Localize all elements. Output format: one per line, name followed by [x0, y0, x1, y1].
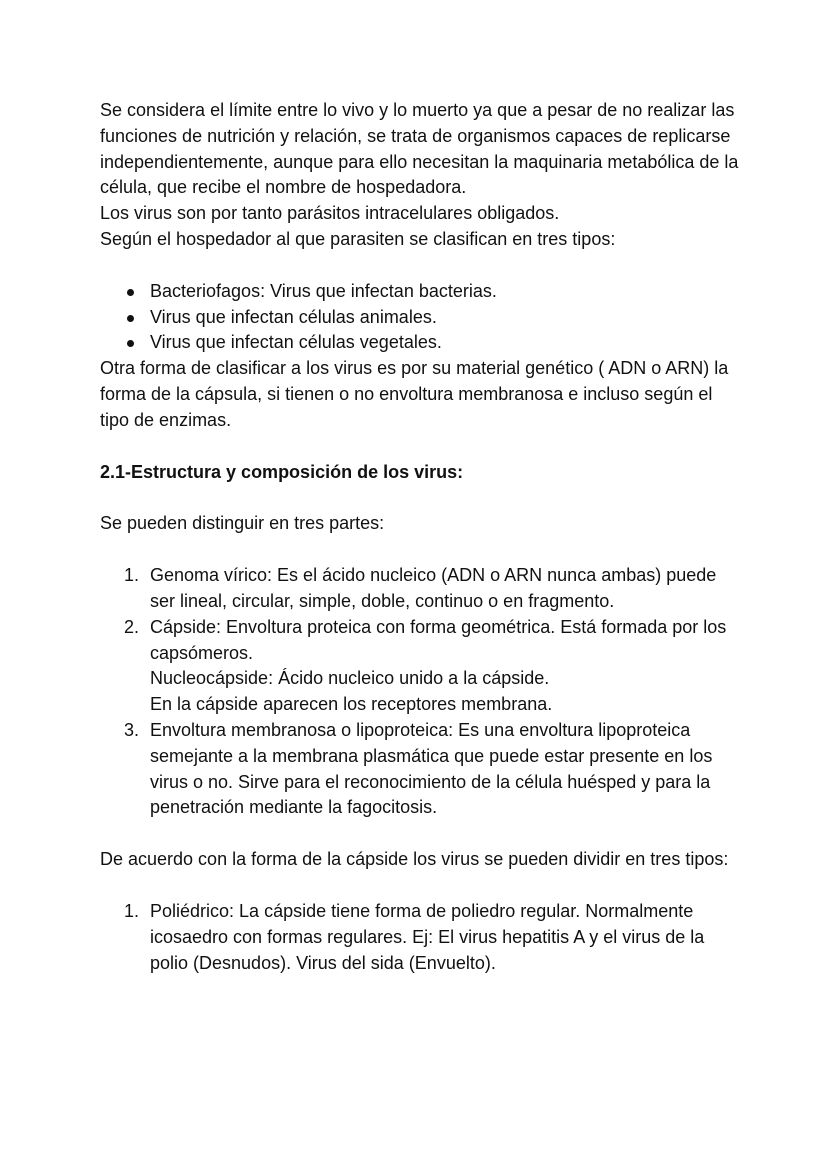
intro-classification-line: Según el hospedador al que parasiten se clasifican en tres tipos: — [100, 228, 616, 249]
list-item-text: Virus que infectan células animales. — [150, 306, 437, 327]
list-number: 3. — [124, 719, 140, 740]
classification-paragraph: Otra forma de clasificar a los virus es por su material genético ( ADN o ARN) la forma de la cápsula, si tienen o no envoltura membranosa e incluso según el tipo de enzimas. — [100, 358, 729, 430]
list-item — [100, 718, 740, 821]
list-item-text: Cápside: Envoltura proteica con forma geométrica. Está formada por los capsómeros. — [150, 616, 727, 663]
document-body — [100, 98, 740, 976]
parts-list — [100, 563, 740, 821]
list-item — [100, 279, 740, 305]
list-item-text: Genoma vírico: Es el ácido nucleico (ADN o ARN nunca ambas) puede ser lineal, circular, simple, doble, continuo o en fragmento. — [150, 565, 717, 611]
shapes-list — [100, 899, 740, 976]
list-item — [100, 899, 740, 976]
list-item — [100, 563, 740, 615]
intro-parasites-line: Los virus son por tanto parásitos intracelulares obligados. — [100, 203, 560, 224]
bullet-icon — [127, 289, 134, 296]
list-item-text: Envoltura membranosa o lipoproteica: Es una envoltura lipoproteica semejante a la membrana plasmática que puede estar presente en los virus o no. Sirve para el reconocimiento de la célula huésped y para la penetración mediante la fagocitosis. — [150, 719, 713, 818]
list-number: 1. — [124, 565, 140, 586]
spacer — [100, 821, 740, 847]
list-number: 2. — [124, 616, 140, 637]
parts-intro: Se pueden distinguir en tres partes: — [100, 513, 385, 534]
list-item-text: Poliédrico: La cápside tiene forma de poliedro regular. Normalmente icosaedro con formas regulares. Ej: El virus hepatitis A y el virus de la polio (Desnudos). Virus del sida (Envuelto). — [150, 900, 705, 973]
bullet-icon — [127, 315, 134, 322]
bullet-icon — [127, 340, 134, 347]
list-item — [100, 305, 740, 331]
shape-intro: De acuerdo con la forma de la cápside los virus se pueden dividir en tres tipos: — [100, 849, 729, 870]
spacer — [100, 873, 740, 899]
list-item-text: En la cápside aparecen los receptores membrana. — [150, 694, 553, 715]
spacer — [100, 434, 740, 460]
spacer — [100, 537, 740, 563]
list-item-text: Bacteriofagos: Virus que infectan bacterias. — [150, 280, 497, 301]
list-item-text: Nucleocápside: Ácido nucleico unido a la cápside. — [150, 668, 550, 689]
list-number: 1. — [124, 900, 140, 921]
spacer — [100, 253, 740, 279]
spacer — [100, 485, 740, 511]
list-item-text: Virus que infectan células vegetales. — [150, 332, 442, 353]
section-heading: 2.1-Estructura y composición de los virus: — [100, 461, 464, 482]
list-item — [100, 615, 740, 718]
list-item — [100, 330, 740, 356]
host-types-list — [100, 279, 740, 356]
intro-paragraph: Se considera el límite entre lo vivo y lo muerto ya que a pesar de no realizar las funciones de nutrición y relación, se trata de organismos capaces de replicarse independientemente, aunque para ello necesitan la maquinaria metabólica de la célula, que recibe el nombre de hospedadora. — [100, 100, 739, 198]
